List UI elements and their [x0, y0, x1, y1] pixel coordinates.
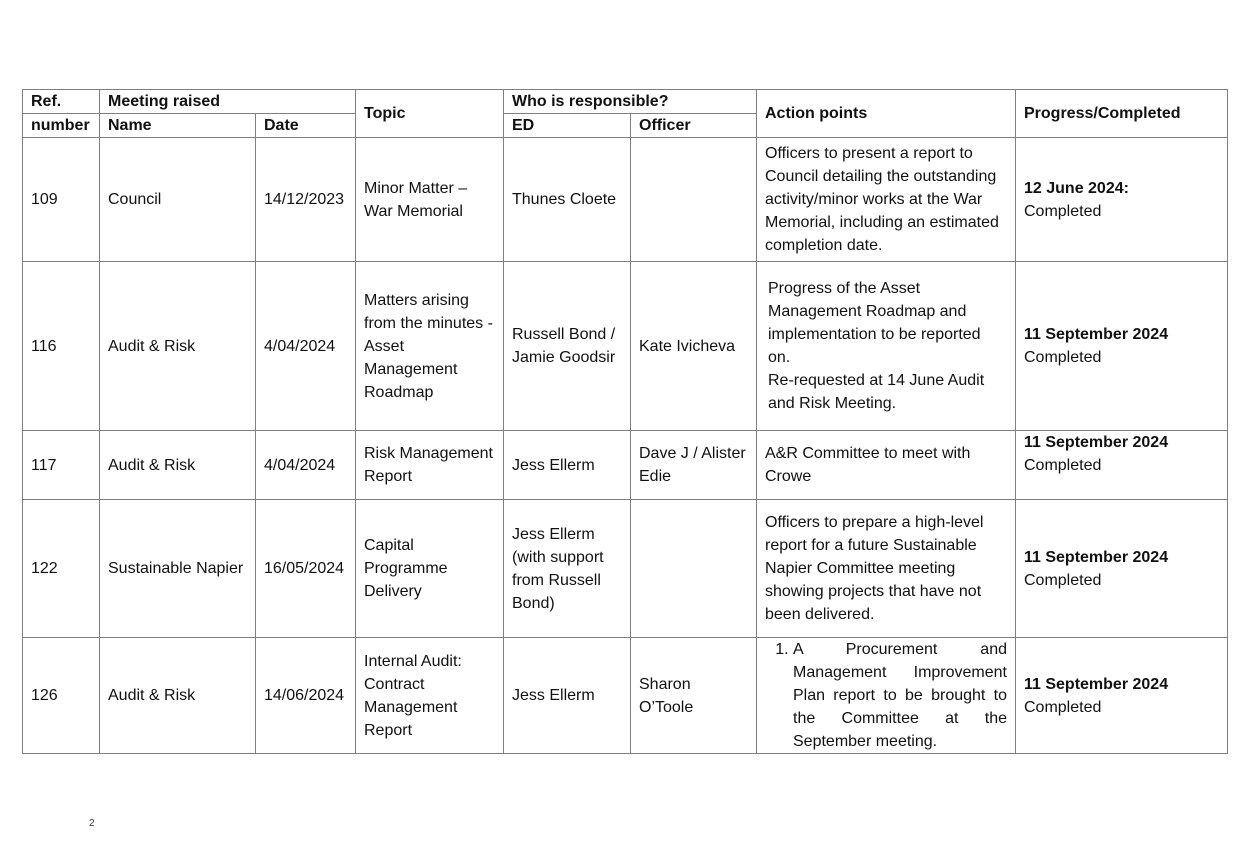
cell-action	[757, 262, 1016, 431]
cell-topic: Matters arising from the minutes - Asset Management Roadmap	[356, 262, 504, 431]
header-ed: ED	[504, 114, 631, 138]
cell-ed: Thunes Cloete	[504, 138, 631, 262]
cell-topic: Internal Audit: Contract Management Report	[356, 638, 504, 754]
cell-name: Sustainable Napier	[100, 500, 256, 638]
cell-date: 14/06/2024	[256, 638, 356, 754]
header-date: Date	[256, 114, 356, 138]
cell-ref: 117	[23, 431, 100, 500]
progress-date: 11 September 2024	[1024, 326, 1169, 343]
cell-officer: Kate Ivicheva	[631, 262, 757, 431]
cell-date: 16/05/2024	[256, 500, 356, 638]
cell-action: A&R Committee to meet with Crowe	[757, 431, 1016, 500]
table-row	[23, 431, 1228, 500]
cell-ref: 109	[23, 138, 100, 262]
cell-date: 4/04/2024	[256, 431, 356, 500]
cell-progress	[1016, 262, 1228, 431]
cell-ed: Jess Ellerm	[504, 638, 631, 754]
header-number: number	[23, 114, 100, 138]
header-name: Name	[100, 114, 256, 138]
action-line: Progress of the Asset Management Roadmap and implementation to be reported on.	[768, 280, 981, 366]
table-row	[23, 262, 1228, 431]
header-topic: Topic	[356, 90, 504, 138]
header-action-points: Action points	[757, 90, 1016, 138]
cell-name: Audit & Risk	[100, 638, 256, 754]
progress-status: Completed	[1024, 571, 1102, 589]
cell-ref: 116	[23, 262, 100, 431]
progress-date: 11 September 2024	[1024, 548, 1169, 566]
cell-ed: Russell Bond / Jamie Goodsir	[504, 262, 631, 431]
cell-progress	[1016, 431, 1228, 500]
cell-ed: Jess Ellerm (with support from Russell Bond)	[504, 500, 631, 638]
cell-officer: Dave J / Alister Edie	[631, 431, 757, 500]
cell-progress	[1016, 500, 1228, 638]
header-ref: Ref.	[23, 90, 100, 114]
header-officer: Officer	[631, 114, 757, 138]
cell-action: Officers to present a report to Council detailing the outstanding activity/minor works at the War Memorial, including an estimated completion date.	[757, 138, 1016, 262]
cell-action	[757, 638, 1016, 754]
cell-name: Audit & Risk	[100, 262, 256, 431]
progress-status: Completed	[1024, 698, 1102, 716]
cell-progress	[1016, 638, 1228, 754]
header-who-responsible: Who is responsible?	[504, 90, 757, 114]
header-row-top	[23, 90, 1228, 114]
cell-name: Council	[100, 138, 256, 262]
cell-ref: 126	[23, 638, 100, 754]
cell-ed: Jess Ellerm	[504, 431, 631, 500]
cell-officer: Sharon O’Toole	[631, 638, 757, 754]
progress-status: Completed	[1024, 457, 1102, 474]
progress-status: Completed	[1024, 349, 1102, 366]
cell-officer	[631, 500, 757, 638]
header-progress: Progress/Completed	[1016, 90, 1228, 138]
progress-date: 12 June 2024:	[1024, 179, 1129, 197]
cell-date: 14/12/2023	[256, 138, 356, 262]
cell-topic: Capital Programme Delivery	[356, 500, 504, 638]
table-row	[23, 638, 1228, 754]
cell-officer	[631, 138, 757, 262]
cell-action: Officers to prepare a high-level report for a future Sustainable Napier Committee meeting showing projects that have not been delivered.	[757, 500, 1016, 638]
progress-date: 11 September 2024	[1024, 675, 1169, 693]
cell-name: Audit & Risk	[100, 431, 256, 500]
header-meeting-raised: Meeting raised	[100, 90, 356, 114]
progress-status: Completed	[1024, 202, 1102, 220]
action-line: Re-requested at 14 June Audit and Risk Meeting.	[768, 372, 985, 412]
cell-topic: Minor Matter – War Memorial	[356, 138, 504, 262]
cell-topic: Risk Management Report	[356, 431, 504, 500]
cell-ref: 122	[23, 500, 100, 638]
progress-date: 11 September 2024	[1024, 434, 1169, 451]
table-row	[23, 138, 1228, 262]
cell-date: 4/04/2024	[256, 262, 356, 431]
cell-progress	[1016, 138, 1228, 262]
page-number: 2	[89, 818, 95, 829]
action-points-table	[22, 89, 1228, 754]
action-list-item: 1. A Procurement and Management Improvement Plan report to be brought to the Committee at the September meeting.	[793, 638, 1007, 753]
action-list	[765, 638, 1007, 753]
table-row	[23, 500, 1228, 638]
